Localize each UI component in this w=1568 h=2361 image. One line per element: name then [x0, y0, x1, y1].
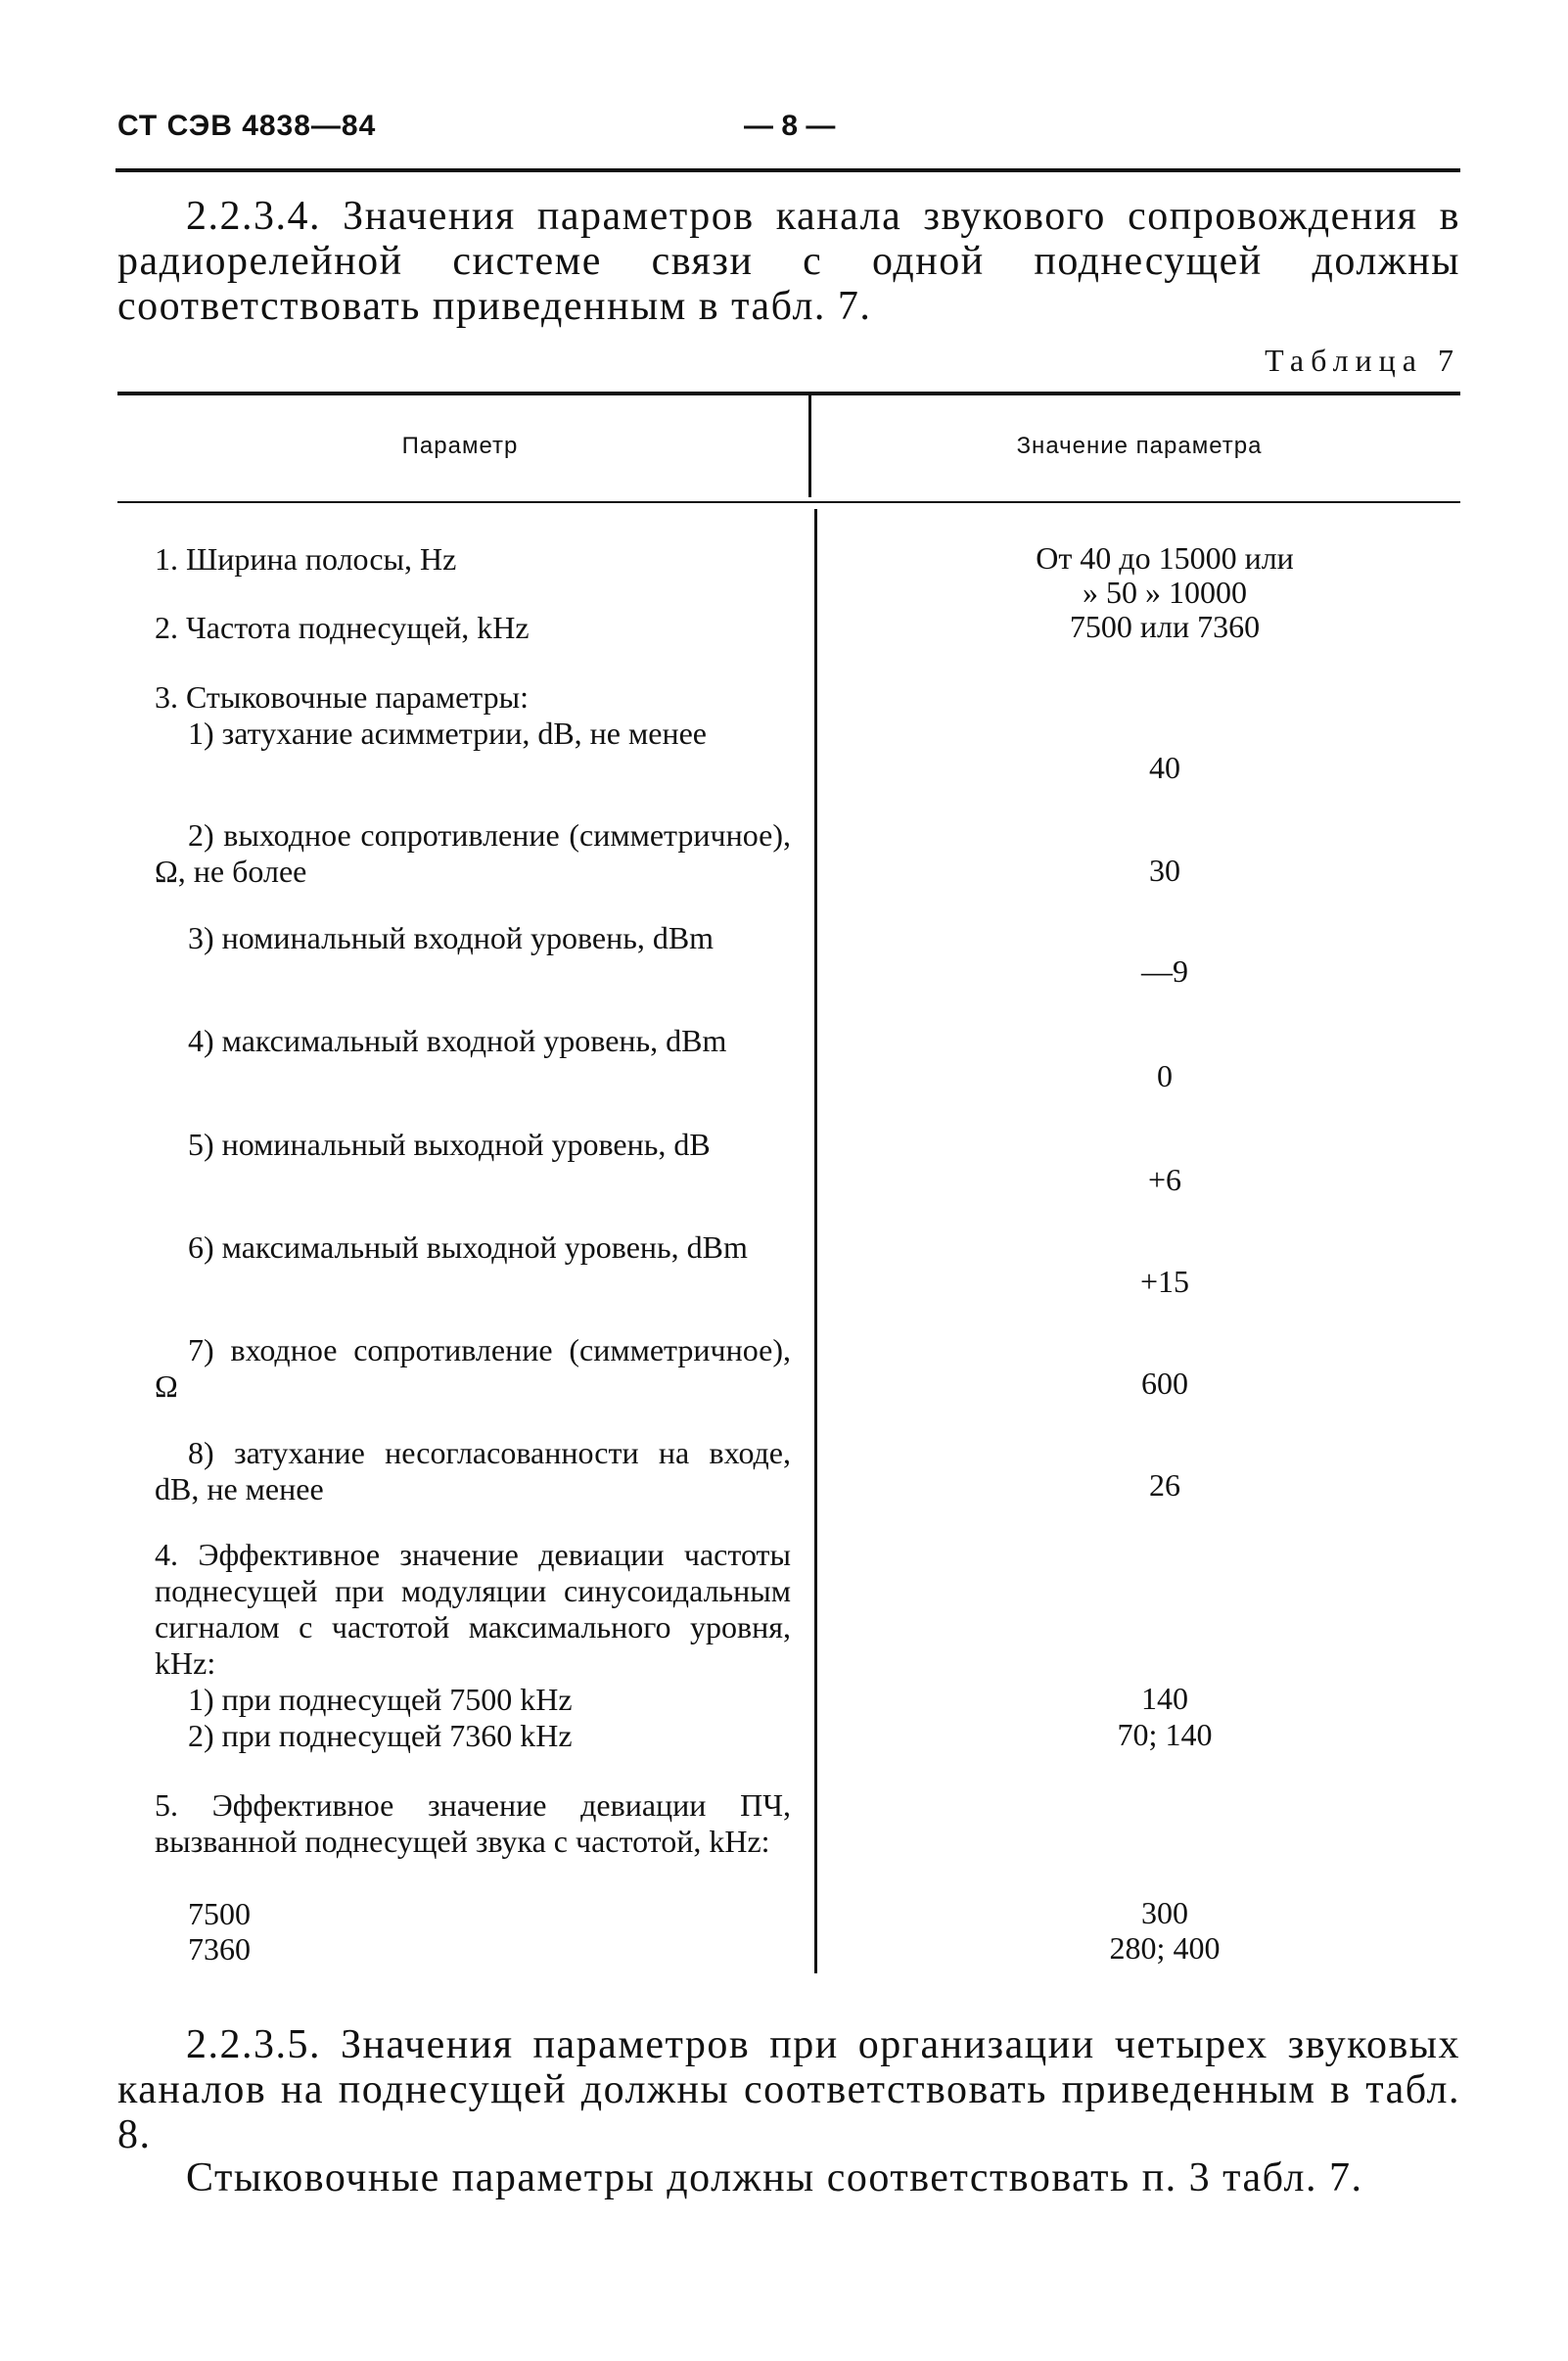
row-2-parameter: 2. Частота поднесущей, kHz	[155, 610, 530, 645]
paragraph-final-text: Стыковочные параметры должны соответствовать п. 3 табл. 7.	[186, 2155, 1363, 2200]
row-3-5-value: +6	[1147, 1162, 1182, 1197]
intro-paragraph	[117, 194, 1460, 329]
row-3-2-value: 30	[1149, 853, 1180, 888]
row-4-parameter: 4. Эффективное значение девиации частоты поднесущей при модуляции синусоидальным сигналом с частотой максимального уровня, kHz:	[155, 1537, 791, 1681]
table-header-parameter: Параметр	[401, 433, 519, 459]
row-3-3-value: —9	[1141, 953, 1188, 989]
row-3-8-parameter	[155, 1435, 791, 1507]
row-5-sub-1-value: 300	[1141, 1895, 1188, 1930]
row-3-5-text: 5) номинальный выходной уровень, dB	[188, 1127, 711, 1162]
row-3-8-value: 26	[1149, 1467, 1180, 1503]
table-column-divider	[814, 509, 817, 1973]
row-3-1-text: 1) затухание асимметрии, dB, не менее	[188, 716, 707, 751]
row-3-parameter: 3. Стыковочные параметры:	[155, 679, 530, 715]
row-1-value-line-2: » 50 » 10000	[1083, 575, 1247, 610]
row-4-sub-1	[155, 1682, 791, 1718]
table-caption: Таблица 7	[1265, 343, 1460, 378]
row-3-7-value: 600	[1141, 1366, 1188, 1401]
row-3-3-text: 3) номинальный входной уровень, dBm	[188, 920, 715, 955]
header-rule	[115, 168, 1460, 172]
row-4-sub-2-value: 70; 140	[1117, 1717, 1213, 1752]
row-2-value: 7500 или 7360	[1069, 609, 1261, 644]
row-3-4-value: 0	[1157, 1058, 1173, 1093]
row-5-sub-1-text: 7500	[188, 1896, 251, 1931]
row-3-6-value: +15	[1139, 1264, 1190, 1299]
row-3-6-parameter	[155, 1229, 791, 1266]
row-4-sub-2-text: 2) при поднесущей 7360 kHz	[188, 1718, 573, 1753]
row-3-3-parameter	[155, 920, 791, 956]
paragraph-2-2-3-5	[117, 2022, 1460, 2157]
row-3-1-value: 40	[1149, 750, 1180, 785]
row-5-sub-2-value: 280; 400	[1109, 1930, 1221, 1966]
row-3-2-parameter	[155, 817, 791, 890]
row-3-4-parameter	[155, 1023, 791, 1059]
document-standard-code: СТ СЭВ 4838—84	[117, 110, 377, 142]
row-1-value-line-1: От 40 до 15000 или	[1036, 540, 1294, 576]
paragraph-final	[117, 2155, 1460, 2200]
row-1-parameter: 1. Ширина полосы, Hz	[155, 541, 457, 577]
row-3-4-text: 4) максимальный входной уровень, dBm	[188, 1023, 727, 1058]
paragraph-2-2-3-5-text: 2.2.3.5. Значения параметров при организации четырех звуковых каналов на поднесущей должны соответствовать приведенным в табл. 8.	[117, 2022, 1460, 2157]
row-4-sub-1-value: 140	[1141, 1681, 1188, 1716]
row-3-6-text: 6) максимальный выходной уровень, dBm	[188, 1229, 748, 1265]
row-3-5-parameter	[155, 1127, 791, 1163]
row-3-2-text: 2) выходное сопротивление (симметричное), Ω, не более	[155, 817, 791, 889]
row-3-7-parameter	[155, 1332, 791, 1405]
row-4-sub-2	[155, 1718, 791, 1754]
row-3-1-parameter	[155, 716, 791, 752]
row-5-sub-2	[155, 1931, 791, 1968]
row-5-sub-1	[155, 1896, 791, 1932]
table-header-value: Значение параметра	[1016, 433, 1263, 459]
row-5-parameter: 5. Эффективное значение девиации ПЧ, вызванной поднесущей звука с частотой, kHz:	[155, 1787, 791, 1859]
table-header-divider	[808, 395, 811, 497]
row-5-sub-2-text: 7360	[188, 1931, 251, 1967]
intro-paragraph-text: 2.2.3.4. Значения параметров канала звукового сопровождения в радиорелейной системе связи с одной поднесущей должны соответствовать приведенным в табл. 7.	[117, 194, 1460, 329]
row-3-7-text: 7) входное сопротивление (симметричное), Ω	[155, 1332, 791, 1404]
table-top-rule	[117, 392, 1460, 395]
row-4-sub-1-text: 1) при поднесущей 7500 kHz	[188, 1682, 573, 1717]
page-number: — 8 —	[744, 110, 836, 142]
table-header-rule	[117, 501, 1460, 503]
row-3-8-text: 8) затухание несогласованности на входе, dB, не менее	[155, 1435, 791, 1506]
